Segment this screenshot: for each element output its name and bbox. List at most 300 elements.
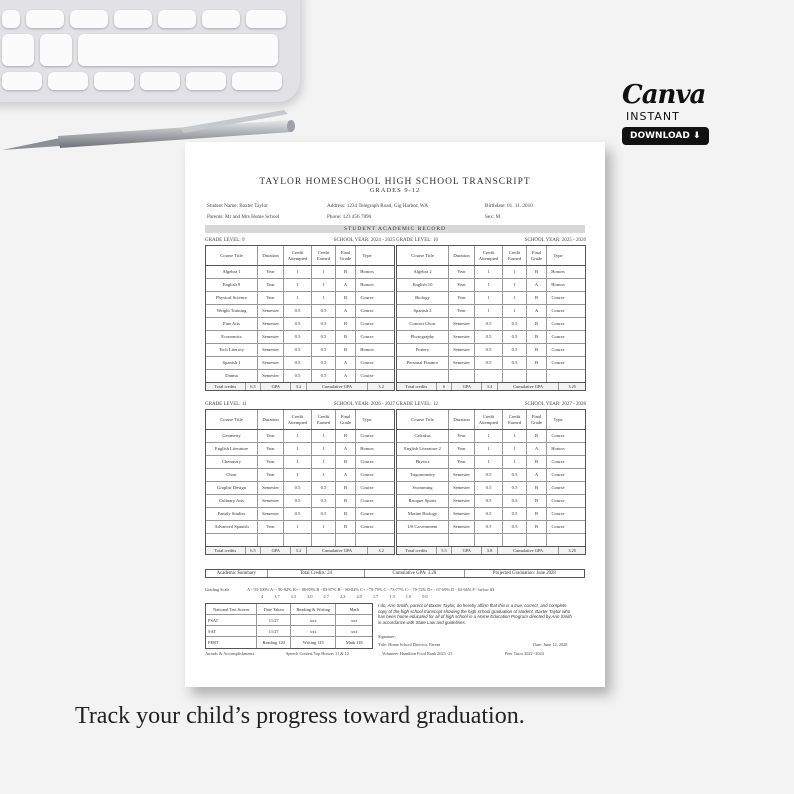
table-cell: B [527, 495, 547, 507]
cumulative-gpa-label: Cumulative GPA [498, 547, 559, 554]
cumulative-gpa-label: Cumulative GPA [307, 547, 368, 554]
grade-level: GRADE LEVEL: 9 [205, 238, 245, 243]
canva-badge [622, 80, 722, 145]
summary-gpa: Cumulative GPA: 3.28 [365, 570, 464, 577]
table-cell [449, 534, 475, 546]
table-row [397, 469, 585, 482]
table-row [206, 495, 394, 508]
table-cell: English Literature [206, 443, 258, 455]
test-header: Date Taken [257, 604, 291, 614]
gpa-value: 3.8 [482, 547, 498, 554]
academic-record-band: STUDENT ACADEMIC RECORD [205, 225, 585, 233]
table-cell: 1 [312, 292, 336, 304]
award-item: Speech Contest Top Honors 11 & 12 [286, 651, 349, 656]
table-cell: 1 [284, 456, 312, 468]
table-row [397, 521, 585, 534]
table-cell: Course [360, 334, 374, 340]
table-row [397, 331, 585, 344]
total-credits-label: Total credits [397, 383, 437, 390]
table-cell: Semester [258, 482, 284, 494]
cumulative-gpa-label: Cumulative GPA [498, 383, 559, 390]
test-math: xxx [350, 628, 358, 634]
table-cell [397, 370, 449, 382]
table-cell: Year [449, 443, 475, 455]
course-table [396, 409, 586, 548]
table-cell: Honors [551, 269, 565, 275]
table-row [397, 344, 585, 357]
table-cell: Biology [397, 292, 449, 304]
column-header: Course Title [206, 246, 258, 265]
parents: Parents: Mr and Mrs Home School [207, 214, 280, 220]
column-header: Credit Attempted [284, 410, 312, 429]
table-cell: Physical Science [206, 292, 258, 304]
table-cell: Semester [449, 469, 475, 481]
table-cell [258, 534, 284, 546]
totals-row [205, 382, 395, 391]
table-cell: Year [258, 292, 284, 304]
column-header: Credit Attempted [475, 246, 503, 265]
table-cell: A [527, 279, 547, 291]
gpa-label: GPA [452, 547, 482, 554]
student-name: Student Name: Baxter Taylor [207, 203, 268, 209]
table-cell: Semester [449, 495, 475, 507]
column-header: Duration [449, 246, 475, 265]
table-row [206, 331, 394, 344]
table-cell: 0.5 [312, 508, 336, 520]
table-cell: 1 [284, 521, 312, 533]
gpa-label: GPA [452, 383, 482, 390]
table-cell: Honors [551, 446, 565, 452]
column-header: Credit Earned [503, 246, 527, 265]
table-cell: Semester [258, 331, 284, 343]
table-cell: 1 [503, 456, 527, 468]
table-cell: 0.5 [312, 357, 336, 369]
table-cell: 1 [312, 521, 336, 533]
table-cell [547, 534, 569, 546]
table-cell: Year [258, 521, 284, 533]
table-cell: 1 [312, 430, 336, 442]
table-cell: Semester [258, 495, 284, 507]
table-cell: B [336, 344, 356, 356]
table-cell: A [527, 443, 547, 455]
table-cell: 0.5 [284, 482, 312, 494]
table-cell: Swimming [397, 482, 449, 494]
table-header [206, 410, 394, 430]
table-cell: 0.5 [503, 508, 527, 520]
table-cell: Semester [258, 318, 284, 330]
table-cell: Racquet Sports [397, 495, 449, 507]
test-math: xxx [350, 617, 358, 623]
summary-label: Academic Summary [206, 570, 268, 577]
table-cell: Spanish 2 [397, 305, 449, 317]
test-date: 11/27 [257, 615, 291, 625]
table-cell: Algebra 2 [397, 266, 449, 278]
table-cell: 0.5 [312, 331, 336, 343]
table-cell: Weight Training [206, 305, 258, 317]
canva-instant: INSTANT [626, 110, 680, 123]
transcript-subtitle: GRADES 9-12 [369, 187, 421, 194]
table-header [397, 410, 585, 430]
table-cell: Course [360, 485, 374, 491]
table-cell: Semester [258, 344, 284, 356]
cumulative-gpa-label: Cumulative GPA [307, 383, 368, 390]
table-cell: B [527, 266, 547, 278]
table-cell: A [527, 305, 547, 317]
table-cell: Semester [449, 357, 475, 369]
table-cell: 0.5 [475, 521, 503, 533]
table-cell: Drama [206, 370, 258, 382]
table-cell: Year [258, 266, 284, 278]
table-cell: 1 [475, 292, 503, 304]
table-cell: 0.5 [284, 508, 312, 520]
table-cell: 1 [503, 443, 527, 455]
table-cell: 1 [312, 456, 336, 468]
cumulative-gpa-value: 3.2 [378, 548, 384, 553]
table-cell: B [527, 292, 547, 304]
column-header: Type [553, 416, 563, 422]
table-cell: Semester [258, 357, 284, 369]
column-header: Final Grade [527, 246, 547, 265]
table-cell: 0.5 [503, 357, 527, 369]
table-cell [397, 534, 449, 546]
table-row [206, 443, 394, 456]
column-header: Duration [258, 246, 284, 265]
test-math: Math 118 [345, 640, 363, 645]
table-cell: Course [551, 360, 565, 366]
table-row [206, 469, 394, 482]
table-cell: B [527, 318, 547, 330]
table-cell: A [336, 469, 356, 481]
table-row [206, 430, 394, 443]
table-cell: 0.5 [503, 318, 527, 330]
table-cell: Course [551, 498, 565, 504]
table-cell: 0.5 [503, 495, 527, 507]
table-cell: 0.5 [503, 469, 527, 481]
table-cell: Semester [258, 305, 284, 317]
table-cell: 0.5 [284, 318, 312, 330]
gpa-value: 3.2 [291, 383, 307, 390]
table-cell: 0.5 [312, 318, 336, 330]
table-row [397, 266, 585, 279]
table-cell: Photography [397, 331, 449, 343]
total-credits-label: Total credits [397, 547, 437, 554]
column-header: Credit Earned [312, 246, 336, 265]
table-cell: Course [551, 321, 565, 327]
table-cell: Honors [360, 347, 374, 353]
table-cell: Year [449, 305, 475, 317]
academic-summary [205, 569, 585, 578]
column-header: Type [553, 252, 563, 258]
table-cell: Year [258, 443, 284, 455]
table-cell: 1 [284, 292, 312, 304]
grade-level: GRADE LEVEL: 11 [205, 402, 247, 407]
table-cell: B [336, 266, 356, 278]
table-cell: A [336, 357, 356, 369]
grading-scale-label: Grading Scale [205, 587, 230, 592]
table-cell: Family Studies [206, 508, 258, 520]
table-row [206, 344, 394, 357]
table-row [206, 482, 394, 495]
summary-credits: Total Credits: 24 [268, 570, 365, 577]
grade-level: GRADE LEVEL: 12 [396, 402, 438, 407]
test-name: PSAT [206, 615, 257, 625]
grading-scale-points: 4 3.7 3.3 3.0 2.7 2.3 2.0 1.7 1.3 1.0 0.0 [261, 594, 428, 599]
phone: Phone: 123 456 7890 [327, 214, 372, 220]
table-cell [356, 534, 378, 546]
table-cell: US Government [397, 521, 449, 533]
table-cell: Semester [258, 370, 284, 382]
table-cell: Year [449, 292, 475, 304]
table-cell: B [527, 456, 547, 468]
table-cell: B [336, 318, 356, 330]
total-credits-value: 6.5 [246, 383, 262, 390]
column-header: Course Title [397, 410, 449, 429]
totals-row [205, 546, 395, 555]
total-credits-value: 6 [437, 383, 453, 390]
award-item: Peer Tutor 2022 -2024 [505, 651, 544, 656]
table-cell: Year [449, 279, 475, 291]
table-cell: B [336, 292, 356, 304]
table-row [206, 456, 394, 469]
table-cell: Advanced Spanish [206, 521, 258, 533]
pen [0, 0, 300, 160]
table-cell: Semester [449, 331, 475, 343]
table-cell: Concert Choir [397, 318, 449, 330]
table-row [206, 279, 394, 292]
table-cell: B [336, 430, 356, 442]
table-cell: Semester [258, 508, 284, 520]
table-cell: B [336, 495, 356, 507]
table-cell: 1 [475, 430, 503, 442]
table-cell: B [527, 482, 547, 494]
table-cell [475, 534, 503, 546]
table-cell: 0.5 [284, 331, 312, 343]
table-cell: Honors [360, 282, 374, 288]
table-cell: Economics [206, 331, 258, 343]
test-header: Math [349, 606, 359, 612]
column-header: Duration [449, 410, 475, 429]
table-cell: English 9 [206, 279, 258, 291]
table-cell: 1 [284, 443, 312, 455]
test-header: National Test Scores [206, 604, 257, 614]
address: Address: 1234 Telegraph Road, Gig Harbor, WA [327, 203, 428, 209]
table-cell: 1 [312, 266, 336, 278]
table-cell: Pottery [397, 344, 449, 356]
table-cell: Course [360, 524, 374, 530]
table-cell: 0.5 [503, 521, 527, 533]
test-reading: xxx [291, 615, 336, 625]
transcript-page [185, 142, 605, 687]
table-cell: B [527, 357, 547, 369]
table-cell: 1 [284, 266, 312, 278]
table-cell: 1 [312, 443, 336, 455]
table-cell: Year [449, 456, 475, 468]
table-cell: Course [551, 459, 565, 465]
table-cell: 1 [475, 266, 503, 278]
totals-row [396, 382, 586, 391]
table-cell: Spanish 1 [206, 357, 258, 369]
table-cell: Honors [360, 446, 374, 452]
table-cell: Course [360, 360, 374, 366]
column-header: Credit Earned [503, 410, 527, 429]
table-cell: B [527, 430, 547, 442]
table-cell: 1 [312, 469, 336, 481]
table-row [397, 279, 585, 292]
table-cell: B [527, 331, 547, 343]
table-cell: Course [360, 472, 374, 478]
caption: Track your child’s progress toward graduation. [75, 703, 525, 729]
column-header: Final Grade [336, 246, 356, 265]
table-cell: 1 [475, 456, 503, 468]
table-cell [312, 534, 336, 546]
table-cell: Personal Finance [397, 357, 449, 369]
gpa-label: GPA [261, 547, 291, 554]
table-cell: Year [258, 456, 284, 468]
table-row [206, 318, 394, 331]
test-name: SAT [206, 626, 257, 636]
table-row [397, 456, 585, 469]
birthdate: Birthdate: 01. 11. 2010 [485, 203, 533, 209]
table-cell: Course [360, 433, 374, 439]
table-cell: A [527, 469, 547, 481]
table-row [397, 292, 585, 305]
total-credits-label: Total credits [206, 547, 246, 554]
table-cell: 0.5 [475, 318, 503, 330]
column-header: Credit Attempted [475, 410, 503, 429]
table-cell: Calculus [397, 430, 449, 442]
column-header: Duration [258, 410, 284, 429]
table-cell [206, 534, 258, 546]
table-cell: B [336, 456, 356, 468]
table-cell: Trigonometry [397, 469, 449, 481]
table-cell: B [336, 482, 356, 494]
transcript-title: TAYLOR HOMESCHOOL HIGH SCHOOL TRANSCRIPT [259, 177, 531, 187]
table-cell: Course [551, 524, 565, 530]
table-cell: Semester [449, 521, 475, 533]
test-reading: Reading 120 [257, 637, 291, 648]
table-cell: Year [258, 430, 284, 442]
table-cell: 0.5 [312, 305, 336, 317]
table-cell: A [336, 279, 356, 291]
table-row [206, 305, 394, 318]
table-cell: Semester [449, 482, 475, 494]
awards-label: Awards & Accomplishments [205, 651, 255, 656]
table-cell: 1 [503, 292, 527, 304]
test-writing: Writing 115 [291, 637, 336, 648]
table-cell: 0.5 [475, 331, 503, 343]
test-reading: xxx [291, 626, 336, 636]
table-cell [547, 370, 569, 382]
table-cell: 1 [503, 430, 527, 442]
table-cell [503, 370, 527, 382]
table-cell: Course [551, 472, 565, 478]
school-year: SCHOOL YEAR: 2027 - 2028 [524, 402, 586, 407]
table-row [397, 482, 585, 495]
school-year: SCHOOL YEAR: 2024 - 2025 [333, 238, 395, 243]
test-scores-table [205, 603, 373, 649]
table-cell: 1 [475, 305, 503, 317]
table-cell: English Literature 2 [397, 443, 449, 455]
table-cell: Fine Arts [206, 318, 258, 330]
gpa-value: 3.4 [482, 383, 498, 390]
canva-logo: Canva [622, 80, 706, 110]
table-cell: English 10 [397, 279, 449, 291]
table-cell: 1 [475, 279, 503, 291]
table-cell: Geometry [206, 430, 258, 442]
table-header [206, 246, 394, 266]
table-cell: 0.5 [284, 344, 312, 356]
table-header [397, 246, 585, 266]
course-table [396, 245, 586, 384]
table-cell: 0.5 [312, 370, 336, 382]
table-cell: Course [360, 321, 374, 327]
affirmation-text: I do, Ann Smith, parent of Baxter Taylor, do hereby affirm that this is a true, correct, and complete copy of the high school transcript showing the high school graduation of student, Baxter Taylor who has been home educated for all of high school in a Home Education Program directed by Ann Smith in accordance with State Law and guidelines. [378, 603, 572, 625]
table-cell: B [336, 508, 356, 520]
gpa-label: GPA [261, 383, 291, 390]
table-row [397, 430, 585, 443]
cumulative-gpa-value: 3.25 [568, 384, 576, 389]
table-cell: 0.5 [503, 482, 527, 494]
table-cell: 0.5 [284, 370, 312, 382]
table-cell: Course [360, 308, 374, 314]
table-cell: 0.5 [475, 357, 503, 369]
table-cell [449, 370, 475, 382]
table-cell: 0.5 [475, 508, 503, 520]
table-cell: 0.5 [475, 495, 503, 507]
table-cell: Graphic Design [206, 482, 258, 494]
table-cell: Semester [449, 344, 475, 356]
course-table [205, 245, 395, 384]
total-credits-value: 5.5 [437, 547, 453, 554]
table-cell: Course [360, 295, 374, 301]
table-cell: Semester [449, 508, 475, 520]
column-header: Course Title [397, 246, 449, 265]
table-cell: Course [360, 511, 374, 517]
table-row [206, 508, 394, 521]
table-cell [475, 370, 503, 382]
award-item: Volunteer Hamilton Food Bank 2023 -25 [382, 651, 453, 656]
table-cell: Semester [449, 318, 475, 330]
table-cell: Course [551, 295, 565, 301]
download-icon: ⬇ [692, 131, 701, 141]
table-cell: A [336, 370, 356, 382]
cumulative-gpa-value: 3.2 [378, 384, 384, 389]
course-table [205, 409, 395, 548]
gpa-value: 3.2 [291, 547, 307, 554]
table-cell: 0.5 [475, 482, 503, 494]
grading-scale-grades: A - 93-100% A- - 90-92% B+ - 88-89% B - 83-87% B- - 80-82% C+ - 78-79% C - 73-77% C- - 70-72% D+ - 67-69% D - 63-66% F - below 63 [247, 587, 495, 592]
column-header: Final Grade [527, 410, 547, 429]
column-header: Final Grade [336, 410, 356, 429]
column-header: Type [362, 416, 372, 422]
table-cell: B [527, 521, 547, 533]
table-cell [284, 534, 312, 546]
table-cell: Algebra 1 [206, 266, 258, 278]
table-cell: 1 [284, 279, 312, 291]
test-name: PERT [206, 637, 257, 648]
table-cell: B [527, 508, 547, 520]
download-label: DOWNLOAD [630, 131, 690, 141]
table-cell: Course [551, 347, 565, 353]
table-cell: 0.5 [284, 305, 312, 317]
table-cell: 0.5 [312, 495, 336, 507]
table-cell: B [336, 331, 356, 343]
table-cell: Marine Biology [397, 508, 449, 520]
table-row [397, 508, 585, 521]
table-row [206, 292, 394, 305]
table-cell: Course [551, 511, 565, 517]
column-header: Type [362, 252, 372, 258]
